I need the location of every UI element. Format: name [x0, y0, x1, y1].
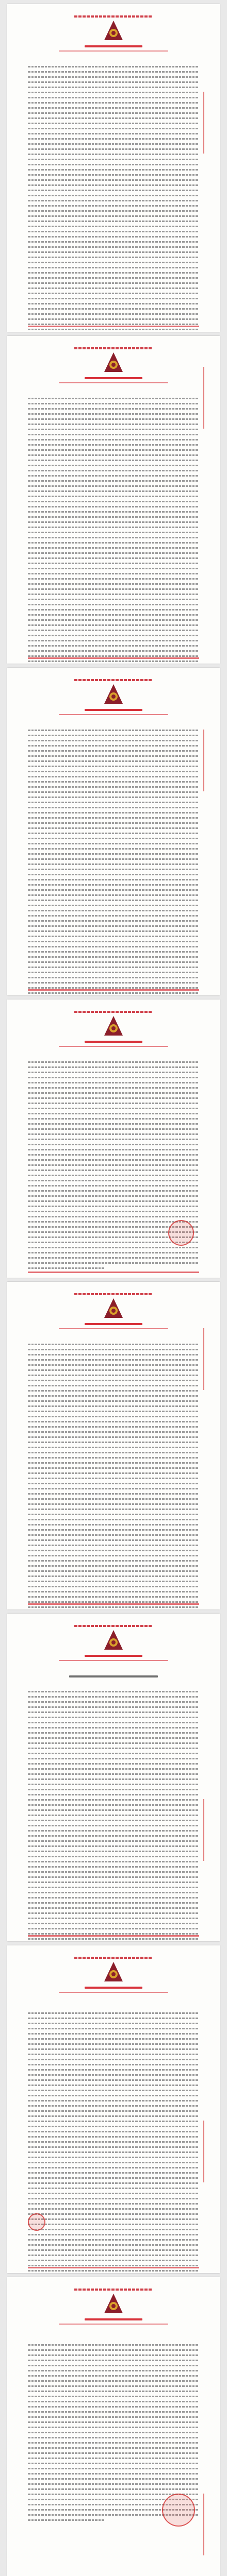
page-edge-seal	[203, 367, 217, 429]
page-edge-seal	[203, 2121, 217, 2182]
letter-page-3	[7, 668, 220, 995]
letterhead-title	[85, 45, 142, 47]
monastery-emblem	[103, 2293, 124, 2315]
letter-page-5	[7, 1282, 220, 1609]
letter-page-7	[7, 1945, 220, 2273]
letter-body	[28, 66, 199, 332]
letterhead-title	[85, 2318, 142, 2320]
letterhead-title	[85, 1655, 142, 1657]
letter-page-1	[7, 4, 220, 332]
letterhead-footer-line	[28, 989, 199, 991]
emblem-icon	[103, 351, 124, 374]
emblem-icon	[103, 683, 124, 706]
letterhead-subtitle	[59, 1328, 168, 1329]
page-edge-seal	[203, 1799, 217, 1861]
monastery-emblem	[103, 1629, 124, 1652]
letterhead-tibetan-script	[74, 2289, 153, 2291]
letterhead-title	[85, 1323, 142, 1325]
red-seal-stamp	[162, 2494, 195, 2527]
letterhead-footer-line	[28, 1603, 199, 1605]
page-edge-seal	[203, 2494, 217, 2555]
letter-body	[28, 1691, 199, 1941]
letter-body	[28, 398, 199, 664]
page-edge-seal	[203, 92, 217, 154]
monastery-emblem	[103, 1297, 124, 1320]
letterhead-tibetan-script	[74, 1011, 153, 1013]
letterhead-tibetan-script	[74, 347, 153, 349]
letterhead-footer-line	[28, 2267, 199, 2268]
letterhead-tibetan-script	[74, 1625, 153, 1627]
page-edge-seal	[203, 730, 217, 791]
letter-page-6	[7, 1614, 220, 1941]
letterhead-subtitle	[59, 1046, 168, 1047]
letterhead-subtitle	[59, 714, 168, 715]
emblem-icon	[103, 2293, 124, 2315]
monastery-emblem	[103, 1961, 124, 1984]
letterhead-title	[85, 1987, 142, 1989]
page-edge-seal	[203, 1328, 217, 1390]
letterhead-footer-line	[28, 1935, 199, 1937]
letterhead-tibetan-script	[74, 1293, 153, 1295]
letterhead-title	[85, 709, 142, 711]
emblem-icon	[103, 1961, 124, 1984]
letterhead-tibetan-script	[74, 679, 153, 681]
emblem-icon	[103, 1297, 124, 1320]
letterhead-footer-line	[28, 1272, 199, 1273]
letterhead-footer-line	[28, 326, 199, 327]
letterhead-title	[85, 377, 142, 379]
monastery-emblem	[103, 20, 124, 42]
monastery-emblem	[103, 683, 124, 706]
letter-page-4	[7, 999, 220, 1278]
letterhead-subtitle	[59, 1992, 168, 1993]
letter-page-2	[7, 336, 220, 664]
letterhead-subtitle	[59, 50, 168, 52]
monastery-emblem	[103, 1015, 124, 1038]
monastery-emblem	[103, 351, 124, 374]
letterhead-title	[85, 1041, 142, 1043]
letterhead-tibetan-script	[74, 15, 153, 18]
document-heading	[69, 1675, 158, 1677]
letterhead-footer-line	[28, 657, 199, 659]
emblem-icon	[103, 1015, 124, 1038]
letter-body	[28, 2012, 199, 2273]
letterhead-subtitle	[59, 382, 168, 383]
letterhead-subtitle	[59, 2324, 168, 2325]
red-seal-stamp	[28, 2213, 45, 2231]
emblem-icon	[103, 1629, 124, 1652]
letter-body	[28, 1344, 199, 1609]
letter-body	[28, 730, 199, 995]
letterhead-tibetan-script	[74, 1957, 153, 1959]
letter-page-8	[7, 2277, 220, 2576]
red-seal-stamp	[168, 1220, 194, 1246]
emblem-icon	[103, 20, 124, 42]
letterhead-subtitle	[59, 1660, 168, 1661]
